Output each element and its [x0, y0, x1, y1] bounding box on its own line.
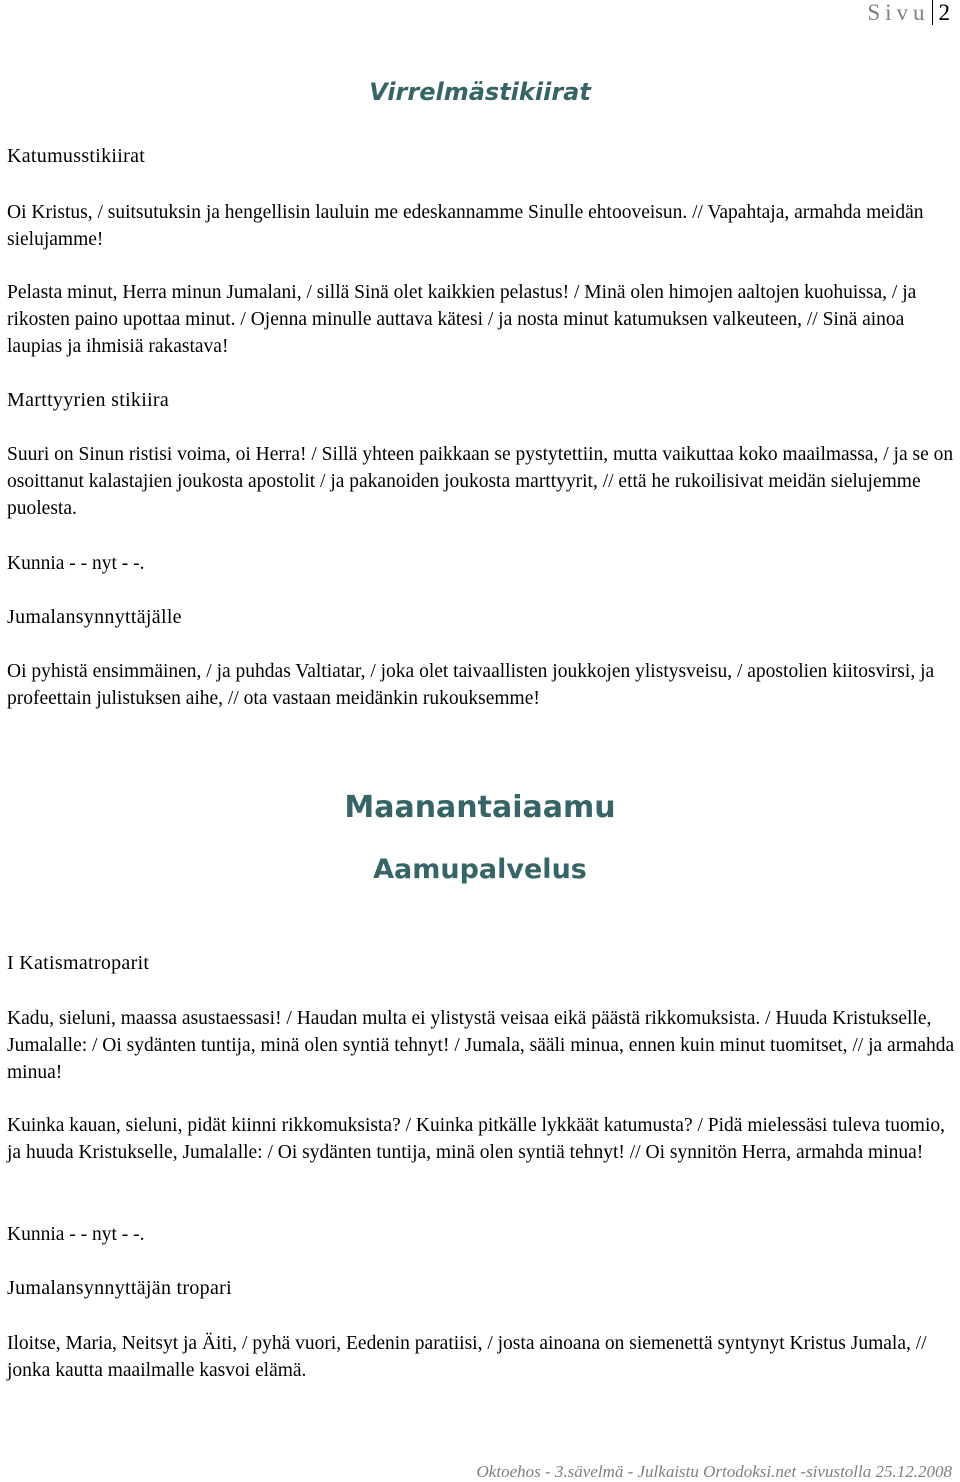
heading-katismatroparit: I Katismatroparit	[7, 952, 150, 974]
paragraph-katumus-2: Pelasta minut, Herra minun Jumalani, / sillä Sinä olet kaikkien pelastus! / Minä olen himojen aaltojen kuohuissa, / ja rikosten paino upottaa minut. / Ojenna minulle auttava kätesi / ja nosta minut katumuksen valkeuteen, // Sinä ainoa laupias ja ihmisiä rakastava!	[7, 282, 917, 357]
heading-jumalansynnyttajalle: Jumalansynnyttäjälle	[7, 606, 182, 628]
section-title-maanantaiaamu: Maanantaiaamu	[344, 790, 616, 825]
paragraph-marttyyrien-1: Suuri on Sinun ristisi voima, oi Herra! / Sillä yhteen paikkaan se pystytettiin, mutta vaikuttaa koko maailmassa, / ja se on osoittanut kalastajien joukosta apostolit / ja pakanoiden joukosta marttyyrit, // että he rukoilisivat meidän sielujemme puolesta.	[7, 444, 954, 519]
paragraph-katismatroparit-2: Kuinka kauan, sieluni, pidät kiinni rikkomuksista? / Kuinka pitkälle lykkäät katumusta? / Pidä mielessäsi tuleva tuomio, ja huuda Kristukselle, Jumalalle: / Oi sydänten tuntija, minä olen syntiä tehnyt! // Oi synnitön Herra, armahda minua!	[7, 1115, 945, 1163]
page-number-value: 2	[932, 0, 951, 25]
paragraph-katismatroparit-1: Kadu, sieluni, maassa asustaessasi! / Haudan multa ei ylistystä veisaa eikä päästä rikkomuksista. / Huuda Kristukselle, Jumalalle: / Oi sydänten tuntija, minä olen syntiä tehnyt! / Jumala, sääli minua, ennen kuin minut tuomitset, // ja armahda minua!	[7, 1008, 955, 1083]
page-label: Sivu	[867, 0, 930, 25]
heading-marttyyrien-stikiira: Marttyyrien stikiira	[7, 389, 170, 411]
paragraph-kunnia-2: Kunnia - - nyt - -.	[7, 1224, 145, 1245]
paragraph-kunnia-1: Kunnia - - nyt - -.	[7, 553, 145, 574]
page-number	[867, 0, 950, 26]
heading-katumusstikiirat: Katumusstikiirat	[7, 145, 146, 167]
footer-text: Oktoehos - 3.sävelmä - Julkaistu Ortodoksi.net -sivustolla 25.12.2008	[476, 1462, 952, 1481]
heading-jumalansynnyttajan-tropari: Jumalansynnyttäjän tropari	[7, 1277, 232, 1299]
paragraph-katumus-1: Oi Kristus, / suitsutuksin ja hengellisin lauluin me edeskannamme Sinulle ehtooveisun. // Vapahtaja, armahda meidän sielujamme!	[7, 202, 924, 250]
paragraph-jumalansynnyttajalle-1: Oi pyhistä ensimmäinen, / ja puhdas Valtiatar, / joka olet taivaallisten joukkojen ylistysveisu, / apostolien kiitosvirsi, ja profeettain julistuksen aihe, // ota vastaan meidänkin rukouksemme!	[7, 661, 935, 709]
paragraph-tropari-1: Iloitse, Maria, Neitsyt ja Äiti, / pyhä vuori, Eedenin paratiisi, / josta ainoana on siemenettä syntynyt Kristus Jumala, // jonka kautta maailmalle kasvoi elämä.	[7, 1333, 927, 1381]
section-title-virrelmastikiirat: Virrelmästikiirat	[369, 78, 591, 106]
section-title-aamupalvelus: Aamupalvelus	[373, 854, 587, 885]
